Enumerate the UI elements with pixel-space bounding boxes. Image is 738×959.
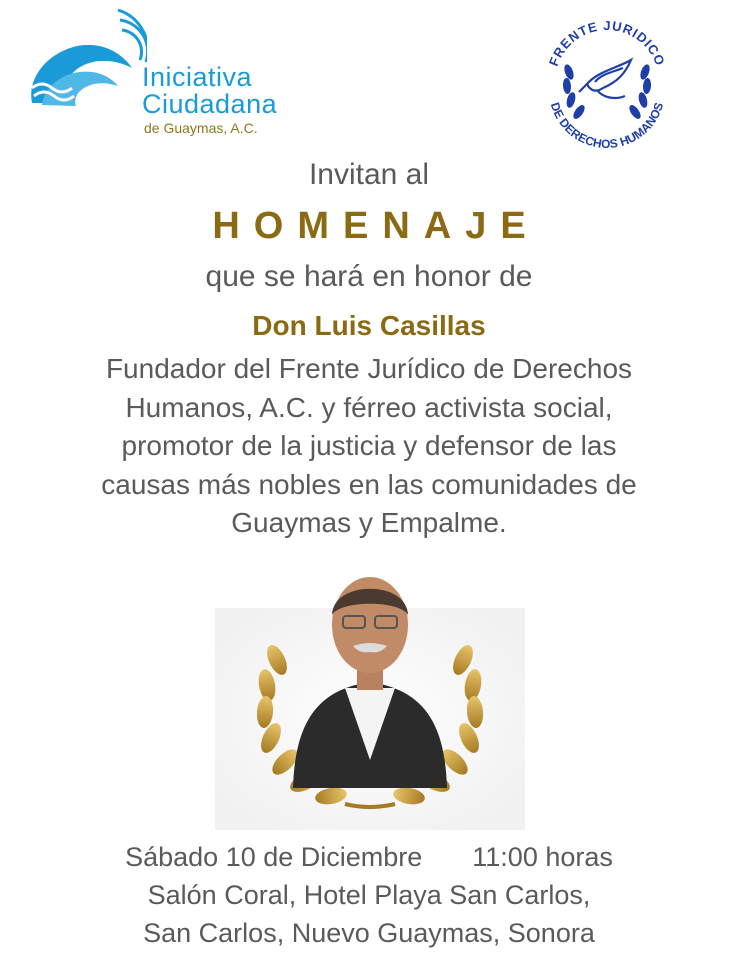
- event-details: [0, 838, 738, 952]
- dove-icon: [579, 60, 631, 98]
- logo-text-guaymas: de Guaymas, A.C.: [144, 120, 258, 136]
- description-line: causas más nobles en las comunidades de: [101, 468, 637, 500]
- logo-frente-bottom-text: DE DERECHOS HUMANOS: [547, 100, 667, 152]
- event-venue: Salón Coral, Hotel Playa San Carlos,: [147, 880, 591, 910]
- honoree-name: Don Luis Casillas: [252, 310, 486, 341]
- event-date: Sábado 10 de Diciembre: [125, 842, 423, 872]
- description-line: Guaymas y Empalme.: [231, 507, 507, 538]
- description-line: promotor de la justicia y defensor de las: [121, 430, 617, 461]
- svg-text:FRENTE JURIDICO: [546, 18, 668, 68]
- description-line: Humanos, A.C. y férreo activista social,: [125, 391, 613, 423]
- description-line: Fundador del Frente Jurídico de Derechos: [105, 353, 633, 384]
- logo-iniciativa-ciudadana: [22, 8, 278, 138]
- logo-text-ciudadana: Ciudadana: [142, 89, 278, 119]
- event-location: San Carlos, Nuevo Guaymas, Sonora: [143, 918, 595, 948]
- invitation-intro: Invitan al: [308, 158, 430, 191]
- honoree-description: [0, 350, 738, 543]
- honoree-portrait: [215, 560, 525, 830]
- event-time: 11:00 horas: [472, 842, 613, 872]
- shell-wave-icon: [22, 8, 147, 118]
- svg-text:DE DERECHOS HUMANOS: [548, 101, 667, 151]
- homenaje-title: HOMENAJE: [212, 205, 540, 247]
- logo-frente-juridico: [527, 2, 687, 162]
- honor-subtitle: que se hará en honor de: [205, 260, 533, 293]
- logo-frente-top-text: FRENTE JURIDICO: [545, 17, 669, 69]
- logo-text-iniciativa: Iniciativa: [142, 62, 253, 92]
